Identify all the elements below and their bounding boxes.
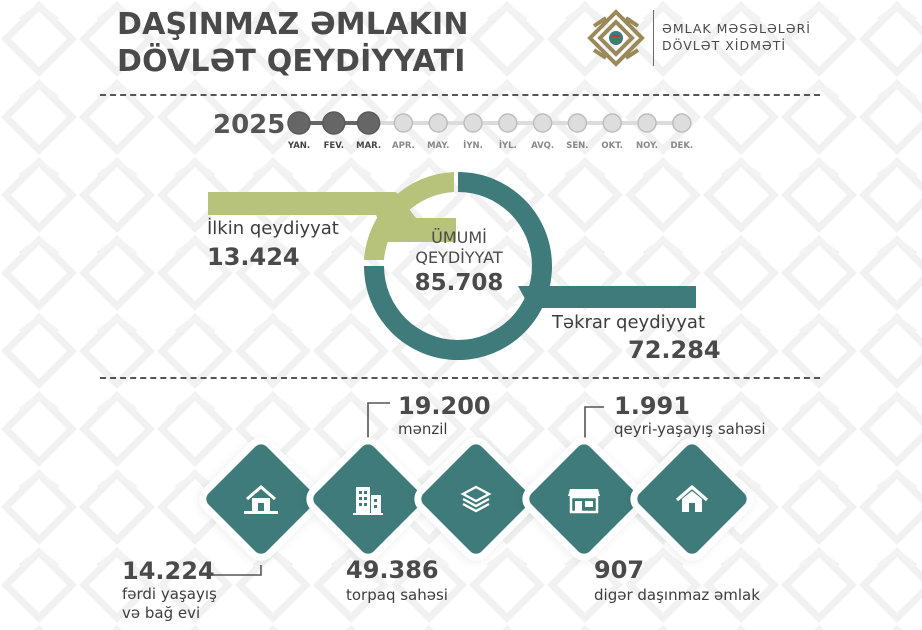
- total-registration-center: [398, 228, 520, 298]
- non-residential-label: qeyri-yaşayış sahəsi: [614, 420, 766, 438]
- home-icon: [672, 479, 712, 519]
- month-dot: [464, 114, 482, 132]
- page-title: [117, 6, 469, 80]
- month-dot: [394, 114, 412, 132]
- house-garden-label-line-1: fərdi yaşayış: [122, 585, 217, 603]
- organization-logo-block: [584, 8, 814, 68]
- organization-name: [662, 20, 811, 54]
- month-label: AVQ.: [531, 141, 555, 151]
- house-garden-value: 14.224: [122, 557, 215, 585]
- total-label-line-1: ÜMUMİ: [431, 228, 487, 247]
- month-dot: [323, 112, 345, 134]
- apartment-building-icon: [348, 479, 388, 519]
- title-line-2: DÖVLƏT QEYDİYYATI: [117, 44, 466, 79]
- timeline-year: 2025: [213, 110, 286, 140]
- month-dot: [603, 114, 621, 132]
- month-label: YAN.: [287, 141, 311, 151]
- month-label: OKT.: [601, 141, 623, 151]
- logo-separator: [653, 10, 654, 66]
- organization-emblem-icon: [584, 8, 648, 68]
- repeat-registration-value: 72.284: [628, 336, 721, 364]
- other-property-label: digər daşınmaz əmlak: [594, 586, 760, 604]
- month-label: MAR.: [356, 141, 382, 151]
- month-label: SEN.: [566, 141, 589, 151]
- month-label: MAY.: [427, 141, 450, 151]
- house-garden-label-line-2: və bağ evi: [122, 604, 201, 622]
- title-line-1: DAŞINMAZ ƏMLAKIN: [117, 7, 469, 42]
- other-property-value: 907: [594, 556, 645, 584]
- house-garden-icon: [241, 479, 281, 519]
- org-name-line-1: ƏMLAK MƏSƏLƏLƏRİ: [662, 21, 811, 36]
- month-dot: [568, 114, 586, 132]
- total-label-line-2: QEYDİYYAT: [415, 248, 503, 267]
- apartment-label: mənzil: [398, 420, 448, 438]
- month-dot: [534, 114, 552, 132]
- land-value: 49.386: [346, 556, 439, 584]
- month-label: DEK.: [670, 141, 694, 151]
- middle-dashed-divider: [100, 377, 820, 379]
- month-label: İYL.: [498, 141, 517, 151]
- apartment-value: 19.200: [398, 392, 491, 420]
- month-dot: [638, 114, 656, 132]
- month-timeline: [285, 108, 695, 158]
- month-dot: [499, 114, 517, 132]
- month-label: İYN.: [463, 141, 483, 151]
- month-label: FEV.: [323, 141, 344, 151]
- month-dot: [358, 112, 380, 134]
- month-dot: [288, 112, 310, 134]
- total-registration-value: 85.708: [414, 270, 504, 296]
- month-label: NOY.: [635, 141, 659, 151]
- month-label: APR.: [392, 141, 415, 151]
- land-layers-icon: [456, 479, 496, 519]
- repeat-connector-bar: [518, 286, 696, 308]
- initial-registration-value: 13.424: [207, 243, 300, 271]
- storefront-icon: [564, 479, 604, 519]
- month-dot: [429, 114, 447, 132]
- non-residential-value: 1.991: [614, 392, 690, 420]
- initial-registration-label: İlkin qeydiyyat: [207, 218, 339, 239]
- house-garden-label: [122, 585, 217, 623]
- top-dashed-divider: [100, 94, 820, 96]
- org-name-line-2: DÖVLƏT XİDMƏTİ: [662, 38, 787, 53]
- repeat-registration-label: Təkrar qeydiyyat: [552, 312, 706, 333]
- land-label: torpaq sahəsi: [346, 586, 448, 604]
- month-dot: [673, 114, 691, 132]
